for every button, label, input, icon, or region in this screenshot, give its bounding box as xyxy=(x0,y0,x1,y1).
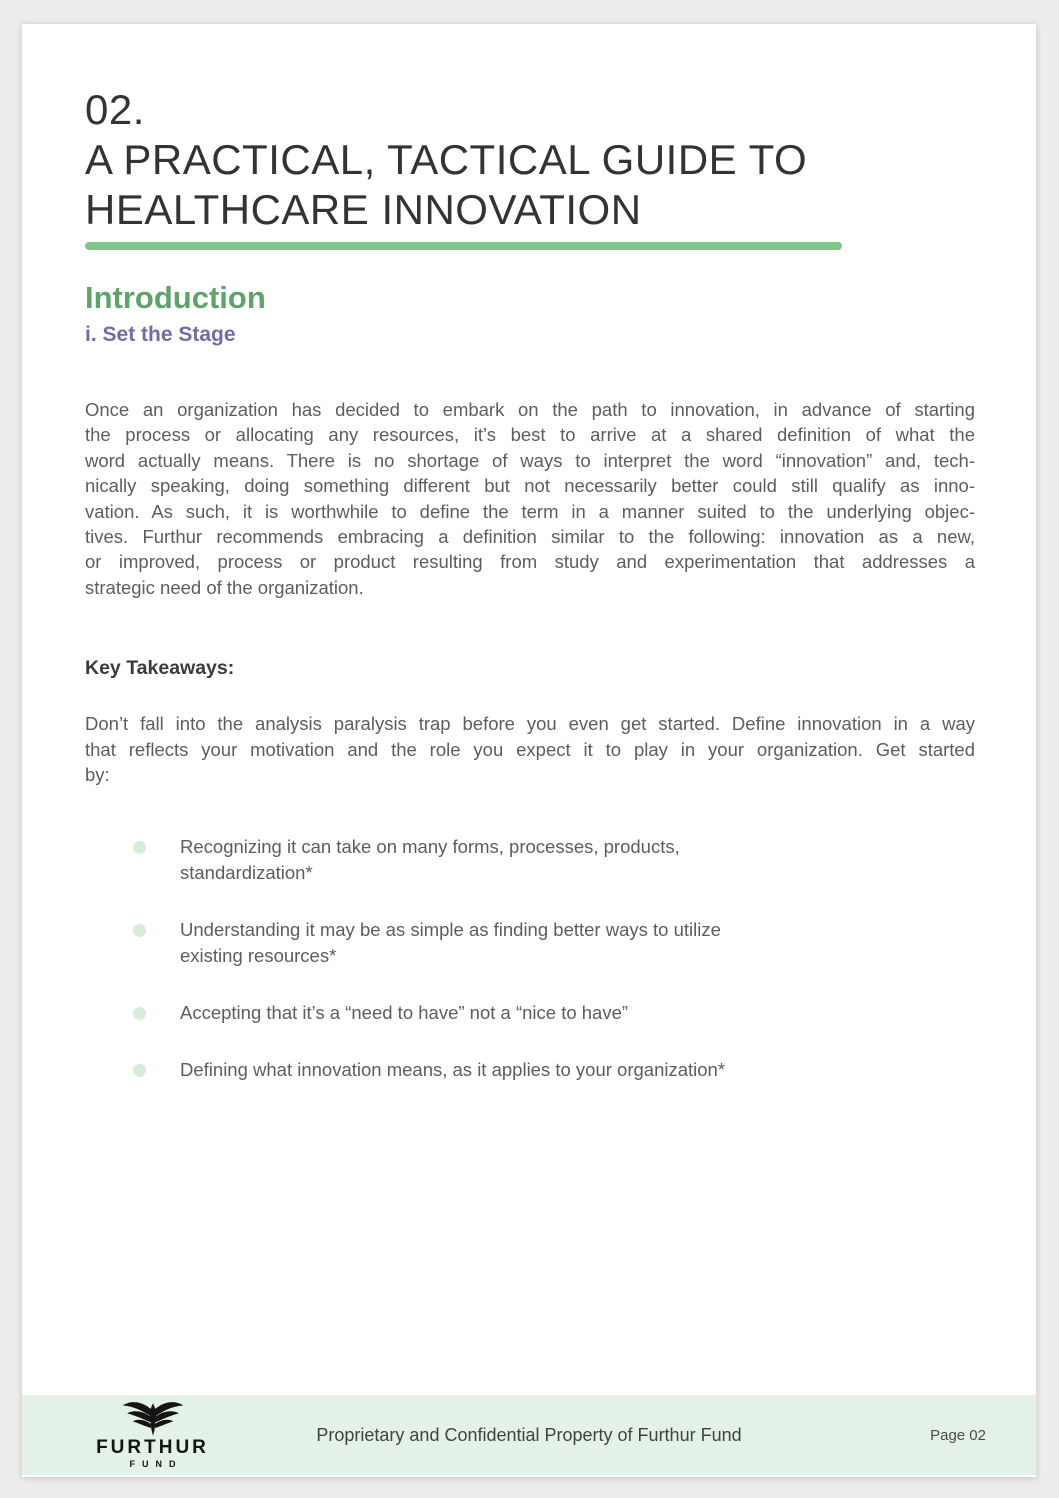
footer-inner xyxy=(22,1395,1036,1475)
list-item xyxy=(133,834,975,886)
paragraph-line: that reflects your motivation and the role you expect it to play in your organization. Get started xyxy=(85,738,975,760)
bullet-line: Recognizing it can take on many forms, processes, products, xyxy=(180,836,680,858)
key-takeaways-heading: Key Takeaways: xyxy=(85,657,235,680)
bullet-dot-icon xyxy=(133,924,146,937)
paragraph-line: the process or allocating any resources, it’s best to arrive at a shared definition of what the xyxy=(85,424,975,446)
logo-wordmark: FURTHUR xyxy=(96,1437,209,1458)
title-accent-rule xyxy=(85,242,842,250)
bullet-dot-icon xyxy=(133,841,146,854)
bullet-text xyxy=(180,1057,725,1083)
paragraph-line: strategic need of the organization. xyxy=(85,576,364,598)
bullet-line: standardization* xyxy=(180,862,313,884)
list-item xyxy=(133,917,975,969)
bullet-dot-icon xyxy=(133,1007,146,1020)
list-item xyxy=(133,1057,975,1083)
paragraph-line: Don’t fall into the analysis paralysis trap before you even get started. Define innovation in a way xyxy=(85,713,975,735)
paragraph-line: by: xyxy=(85,764,110,786)
bullet-text xyxy=(180,834,680,886)
paragraph-line: vation. As such, it is worthwhile to define the term in a manner suited to the underlying objec- xyxy=(85,500,975,522)
subsection-title: i. Set the Stage xyxy=(85,323,236,346)
document-page xyxy=(22,24,1036,1477)
furthur-fund-logo xyxy=(65,1401,240,1469)
chapter-number: 02. xyxy=(85,86,145,133)
section-title: Introduction xyxy=(85,280,266,315)
bullet-line: Understanding it may be as simple as finding better ways to utilize xyxy=(180,919,721,941)
paragraph-line: nically speaking, doing something different but not necessarily better could still qualify as inno- xyxy=(85,475,975,497)
intro-paragraph xyxy=(85,397,975,600)
paragraph-line: tives. Furthur recommends embracing a definition similar to the following: innovation as a new, xyxy=(85,526,975,548)
key-takeaways-paragraph xyxy=(85,711,975,787)
page-title-line-2: HEALTHCARE INNOVATION xyxy=(85,186,642,233)
bullet-line: Accepting that it’s a “need to have” not a “nice to have” xyxy=(180,1002,629,1024)
logo-subtext: FUND xyxy=(129,1459,183,1469)
bullet-text xyxy=(180,917,721,969)
bullet-dot-icon xyxy=(133,1064,146,1077)
page-number-label: Page 02 xyxy=(930,1426,986,1444)
bullet-text xyxy=(180,1000,628,1026)
key-takeaways-bullet-list xyxy=(85,834,975,1083)
paragraph-line: Once an organization has decided to embark on the path to innovation, in advance of starting xyxy=(85,399,975,420)
paragraph-line: word actually means. There is no shortage of ways to interpret the word “innovation” and, tech- xyxy=(85,449,975,471)
paragraph-line: or improved, process or product resulting from study and experimentation that addresses a xyxy=(85,551,975,573)
list-item xyxy=(133,1000,975,1026)
page-content xyxy=(22,24,1036,1083)
bullet-line: Defining what innovation means, as it applies to your organization* xyxy=(180,1059,726,1081)
page-footer xyxy=(22,1395,1036,1475)
confidentiality-notice: Proprietary and Confidential Property of Furthur Fund xyxy=(316,1424,742,1445)
page-title-line-1: A PRACTICAL, TACTICAL GUIDE TO xyxy=(85,136,808,183)
bullet-line: existing resources* xyxy=(180,945,337,967)
wings-emblem-icon xyxy=(99,1401,207,1437)
